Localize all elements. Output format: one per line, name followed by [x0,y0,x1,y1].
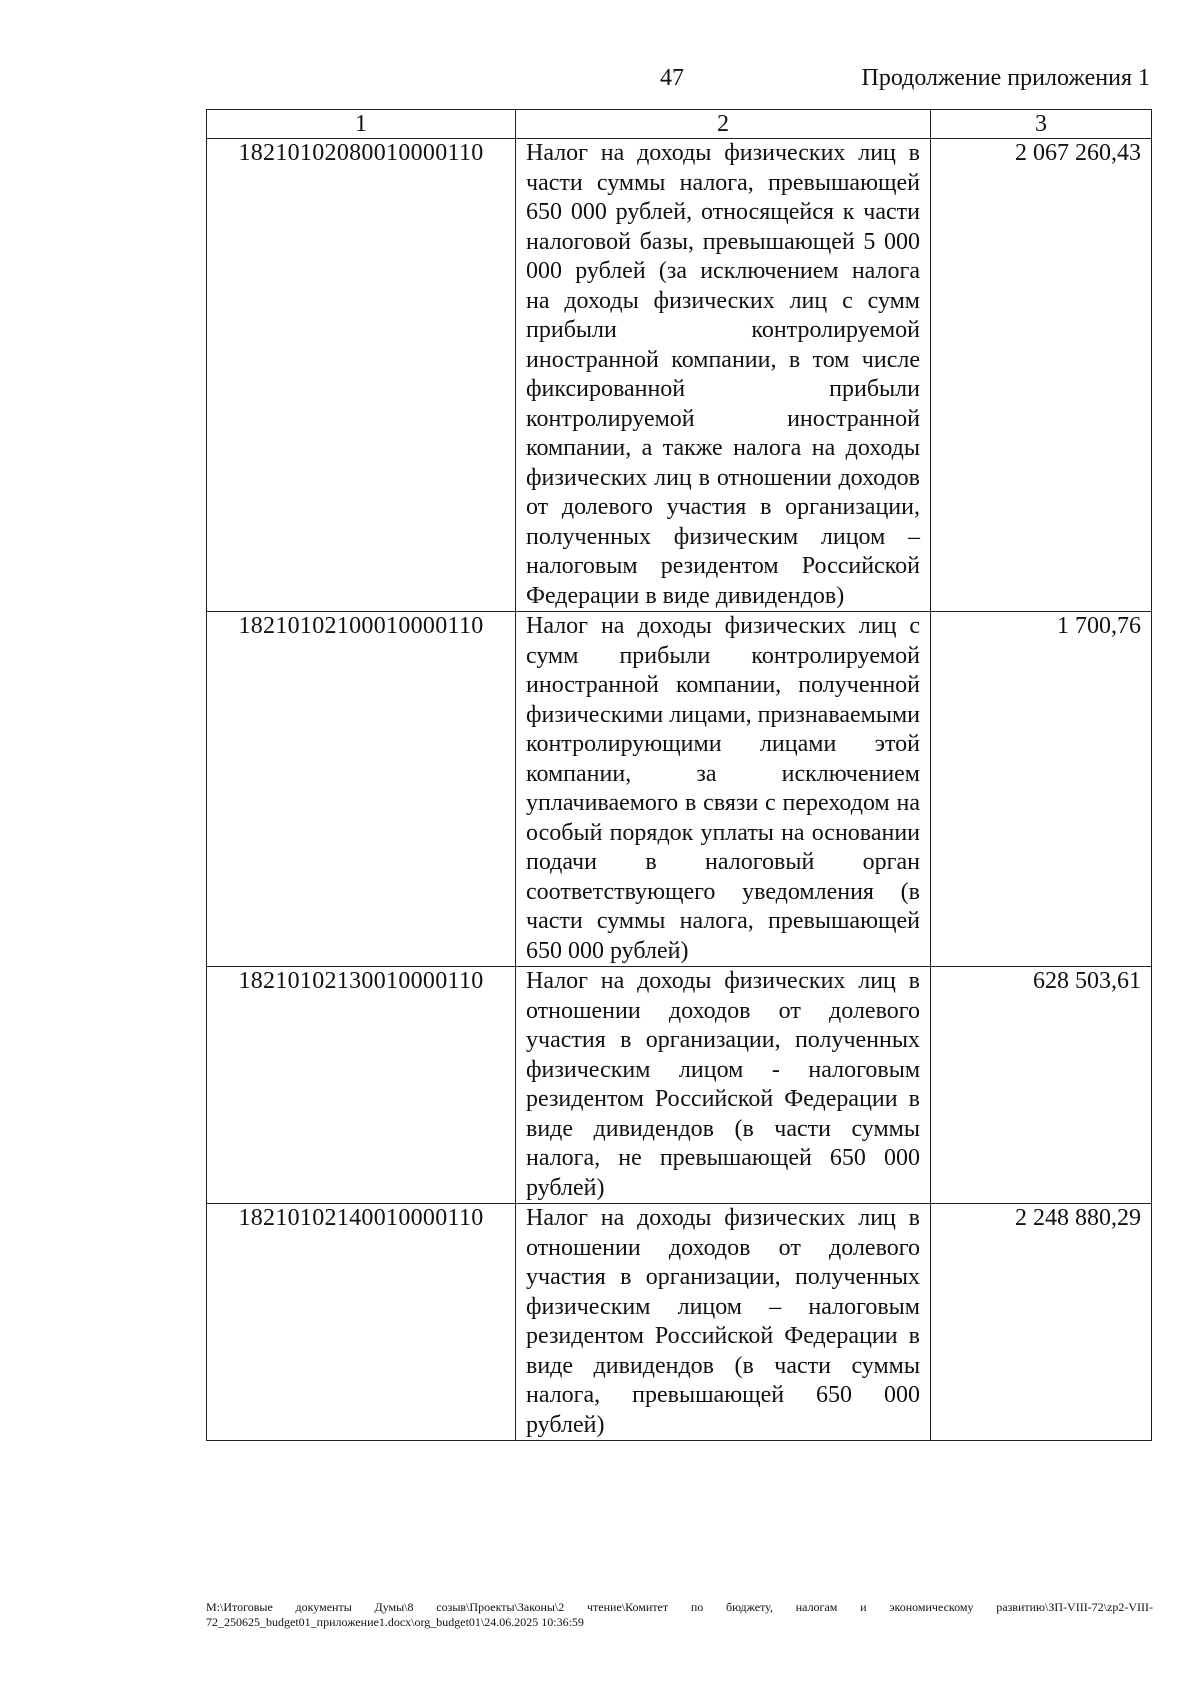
table-row [207,1204,1152,1441]
income-description-cell [516,1204,931,1441]
column-number-1: 1 [207,110,516,139]
income-description-cell [516,139,931,612]
column-number-3: 3 [931,110,1152,139]
budget-code: 18210102130010000110 [207,967,516,1204]
amount: 2 248 880,29 [931,1204,1152,1441]
continuation-label: Продолжение приложения 1 [861,65,1150,91]
budget-code: 18210102140010000110 [207,1204,516,1441]
income-description: Налог на доходы физических лиц с сумм прибыли контролируемой иностранной компании, полученной физическими лицами, признаваемыми контролирующими лицами этой компании, за исключением уплачиваемого в связи с переходом на особый порядок уплаты на основании подачи в налоговый орган соответствующего уведомления (в части суммы налога, превышающей 650 000 рублей) [526,613,920,964]
income-description: Налог на доходы физических лиц в части суммы налога, превышающей 650 000 рублей, относящейся к части налоговой базы, превышающей 5 000 000 рублей (за исключением налога на доходы физических лиц с сумм прибыли контролируемой иностранной компании, в том числе фиксированной прибыли контролируемой иностранной компании, а также налога на доходы физических лиц в отношении доходов от долевого участия в организации, полученных физическим лицом – налоговым резидентом Российской Федерации в виде дивидендов) [526,140,920,609]
table-row [207,139,1152,612]
table-row [207,612,1152,967]
budget-table [206,109,1152,1441]
table-row [207,967,1152,1204]
column-number-2: 2 [516,110,931,139]
income-description: Налог на доходы физических лиц в отношении доходов от долевого участия в организации, полученных физическим лицом – налоговым резидентом Российской Федерации в виде дивидендов (в части суммы налога, превышающей 650 000 рублей) [526,1205,920,1438]
document-path-footer: M:\Итоговые документы Думы\8 созыв\Проекты\Законы\2 чтение\Комитет по бюджету, налогам и экономическому развитию\ЗП-VIII-72\zp2-VIII-72_250625_budget01_приложение1.docx\org_budget01\24.06.2025 10:36:59 [206,1600,1153,1629]
budget-code: 18210102080010000110 [207,139,516,612]
budget-code: 18210102100010000110 [207,612,516,967]
page-number: 47 [660,65,684,91]
amount: 2 067 260,43 [931,139,1152,612]
amount: 1 700,76 [931,612,1152,967]
income-description-cell [516,612,931,967]
column-number-row [207,110,1152,139]
amount: 628 503,61 [931,967,1152,1204]
income-description-cell [516,967,931,1204]
income-description: Налог на доходы физических лиц в отношении доходов от долевого участия в организации, полученных физическим лицом - налоговым резидентом Российской Федерации в виде дивидендов (в части суммы налога, не превышающей 650 000 рублей) [526,968,920,1201]
